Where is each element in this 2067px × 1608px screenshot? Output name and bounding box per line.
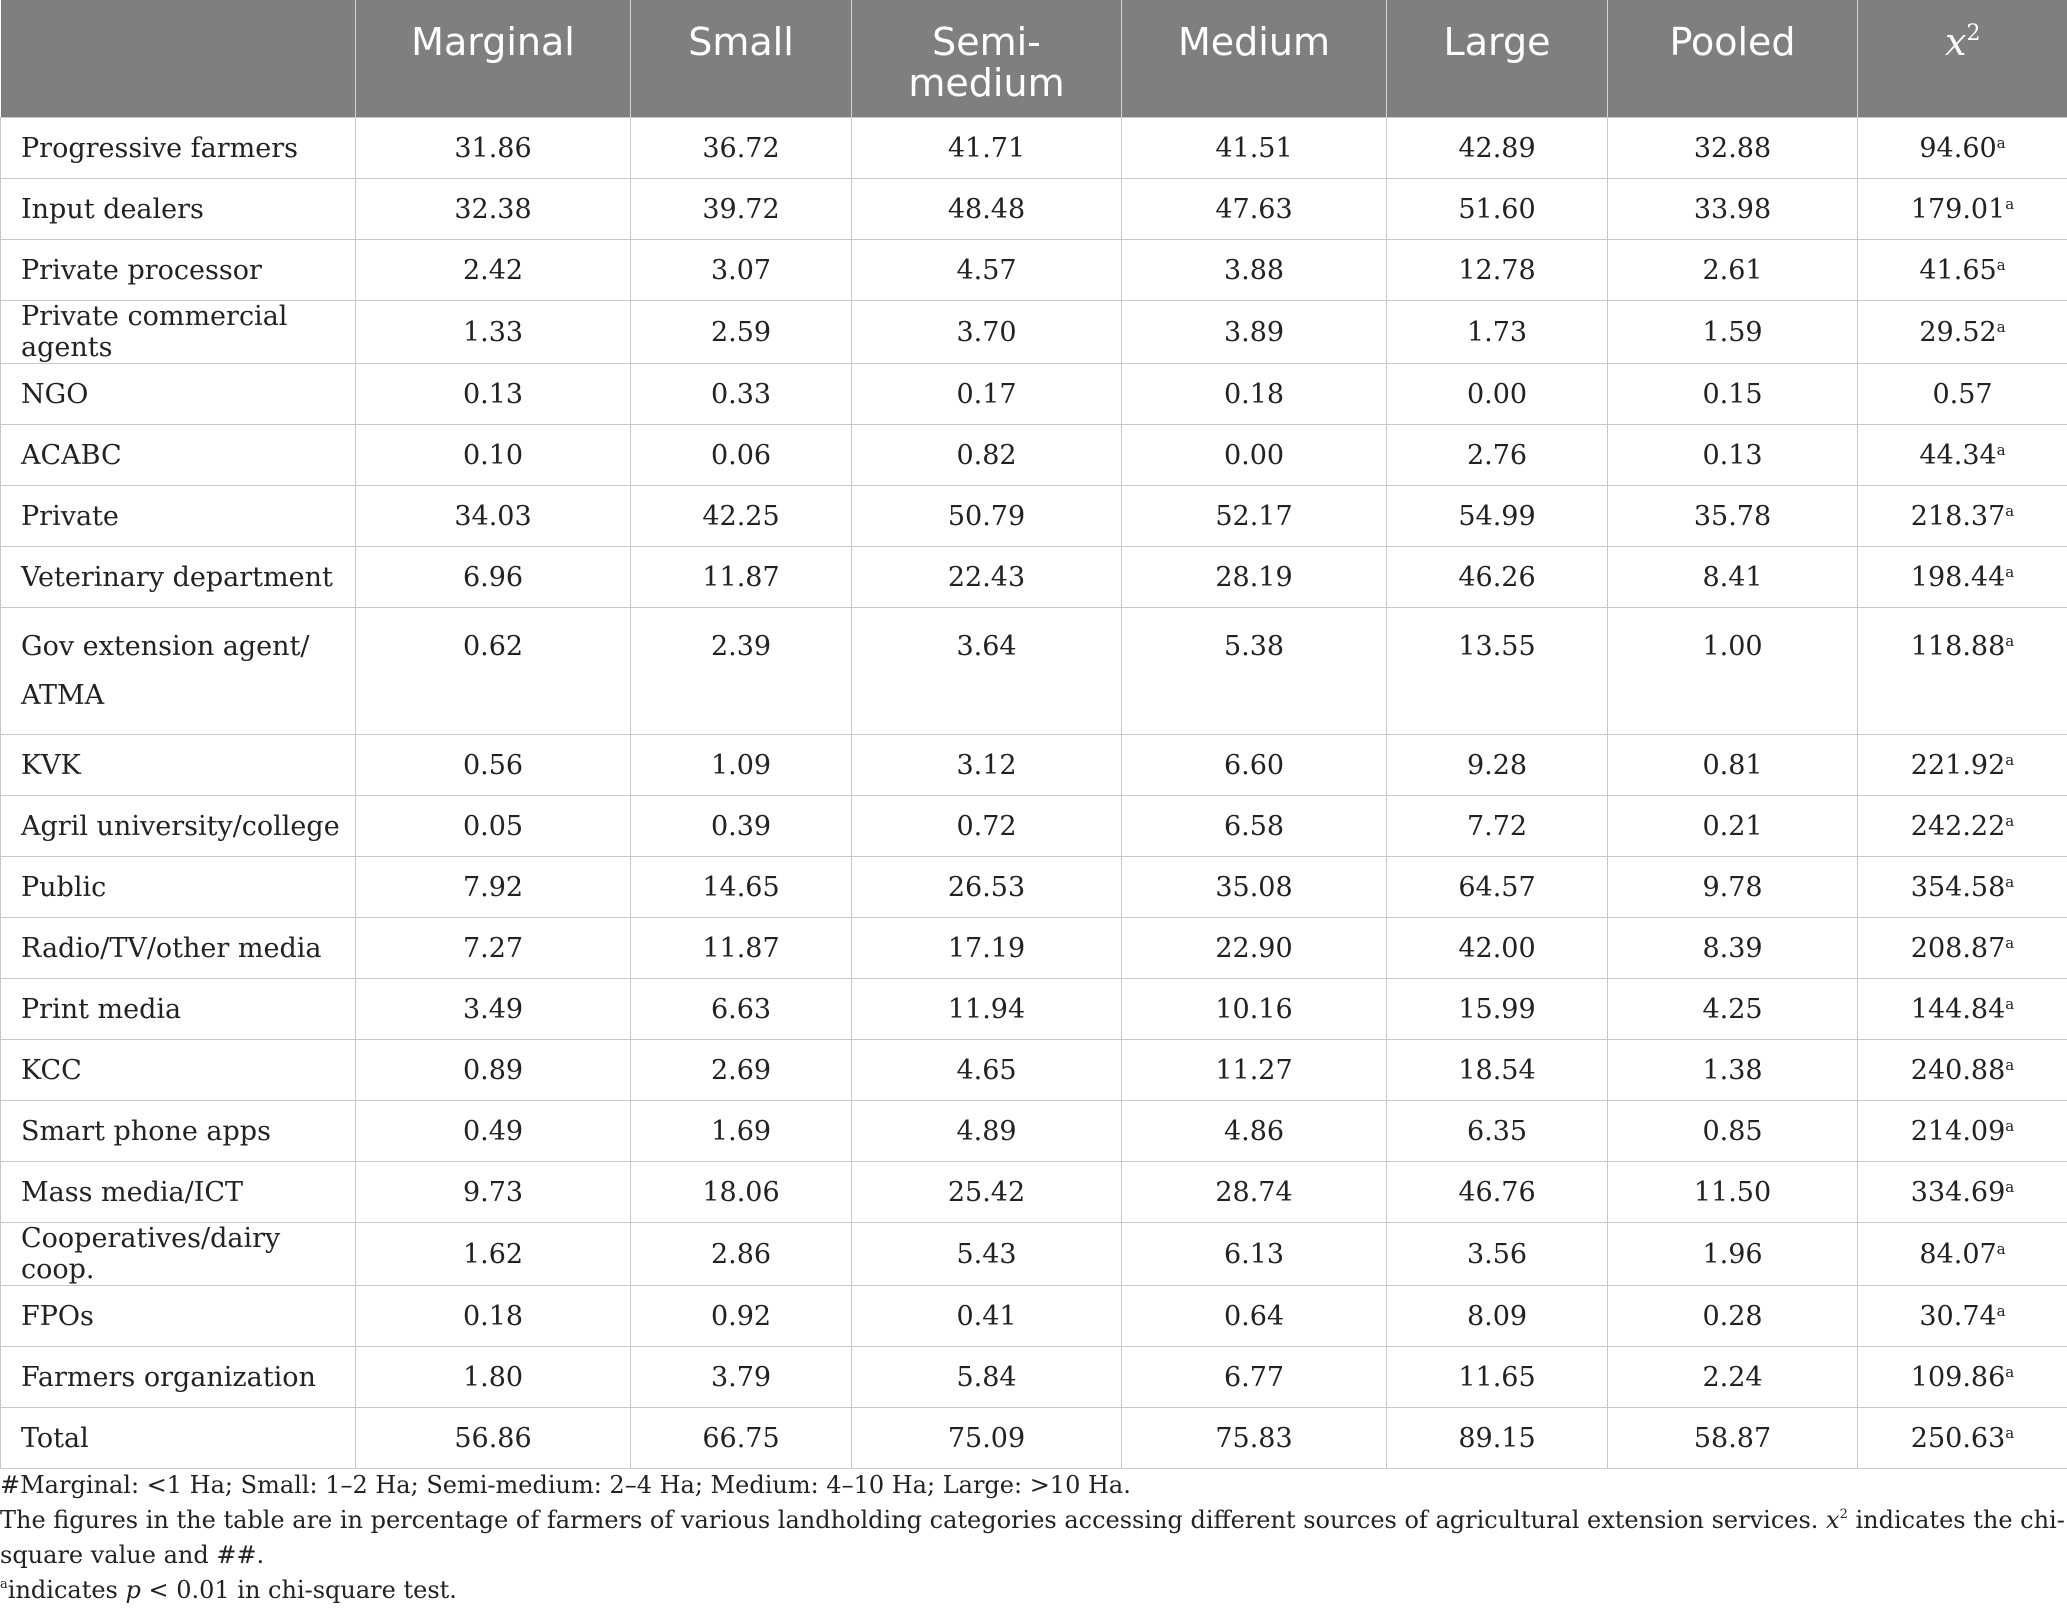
footnote-figures: The figures in the table are in percentage of farmers of various landholding categories accessing different sources of agricultural extension services. $x^2$ indicates the chi-square value and ##. xyxy=(0,1503,2067,1573)
value-cell: 0.18 xyxy=(1122,364,1387,425)
value-cell: 1.59 xyxy=(1608,301,1858,364)
value-cell: 0.18 xyxy=(356,1286,631,1347)
value-cell: 0.39 xyxy=(631,796,852,857)
header-small: Small xyxy=(631,0,852,118)
value-cell: 6.63 xyxy=(631,979,852,1040)
row-label: Smart phone apps xyxy=(1,1101,356,1162)
value-cell: 4.57 xyxy=(852,240,1122,301)
chi-square-cell: 208.87$^a$ xyxy=(1858,918,2067,979)
table-body xyxy=(1,118,2067,1469)
value-cell: 11.94 xyxy=(852,979,1122,1040)
table-row xyxy=(1,979,2067,1040)
value-cell: 11.50 xyxy=(1608,1162,1858,1223)
value-cell: 39.72 xyxy=(631,179,852,240)
value-cell: 0.21 xyxy=(1608,796,1858,857)
significance-mark: a xyxy=(2005,751,2014,769)
table-row xyxy=(1,1347,2067,1408)
value-cell: 3.56 xyxy=(1387,1223,1608,1286)
value-cell: 11.27 xyxy=(1122,1040,1387,1101)
significance-mark: a xyxy=(2005,812,2014,830)
value-cell: 1.62 xyxy=(356,1223,631,1286)
value-cell: 2.76 xyxy=(1387,425,1608,486)
chi-square-cell: 242.22$^a$ xyxy=(1858,796,2067,857)
value-cell: 3.64 xyxy=(852,608,1122,735)
value-cell: 26.53 xyxy=(852,857,1122,918)
value-cell: 3.49 xyxy=(356,979,631,1040)
value-cell: 0.33 xyxy=(631,364,852,425)
chi-square-cell: 218.37$^a$ xyxy=(1858,486,2067,547)
table-footnotes xyxy=(0,1468,2067,1608)
chi-square-cell: 0.57 xyxy=(1858,364,2067,425)
significance-mark: a xyxy=(2005,1424,2014,1442)
value-cell: 2.61 xyxy=(1608,240,1858,301)
chi-square-cell: 179.01$^a$ xyxy=(1858,179,2067,240)
value-cell: 4.25 xyxy=(1608,979,1858,1040)
value-cell: 1.00 xyxy=(1608,608,1858,735)
value-cell: 0.56 xyxy=(356,735,631,796)
footnote-landholding: #Marginal: <1 Ha; Small: 1–2 Ha; Semi-medium: 2–4 Ha; Medium: 4–10 Ha; Large: >10 Ha. xyxy=(0,1468,2067,1503)
chi-square-cell: 214.09$^a$ xyxy=(1858,1101,2067,1162)
value-cell: 3.07 xyxy=(631,240,852,301)
value-cell: 0.49 xyxy=(356,1101,631,1162)
row-label: Input dealers xyxy=(1,179,356,240)
value-cell: 0.06 xyxy=(631,425,852,486)
value-cell: 15.99 xyxy=(1387,979,1608,1040)
value-cell: 2.42 xyxy=(356,240,631,301)
significance-mark: a xyxy=(1997,256,2006,274)
value-cell: 11.87 xyxy=(631,918,852,979)
table-row xyxy=(1,1101,2067,1162)
value-cell: 6.60 xyxy=(1122,735,1387,796)
value-cell: 56.86 xyxy=(356,1408,631,1469)
value-cell: 7.72 xyxy=(1387,796,1608,857)
row-label: Private processor xyxy=(1,240,356,301)
row-label: KCC xyxy=(1,1040,356,1101)
value-cell: 64.57 xyxy=(1387,857,1608,918)
row-label: Public xyxy=(1,857,356,918)
value-cell: 25.42 xyxy=(852,1162,1122,1223)
value-cell: 41.51 xyxy=(1122,118,1387,179)
value-cell: 89.15 xyxy=(1387,1408,1608,1469)
table-header-row xyxy=(1,0,2067,118)
row-label: ACABC xyxy=(1,425,356,486)
value-cell: 0.92 xyxy=(631,1286,852,1347)
value-cell: 32.38 xyxy=(356,179,631,240)
value-cell: 18.54 xyxy=(1387,1040,1608,1101)
row-label: NGO xyxy=(1,364,356,425)
value-cell: 47.63 xyxy=(1122,179,1387,240)
value-cell: 0.64 xyxy=(1122,1286,1387,1347)
value-cell: 0.15 xyxy=(1608,364,1858,425)
significance-mark: a xyxy=(2005,563,2014,581)
value-cell: 5.84 xyxy=(852,1347,1122,1408)
value-cell: 0.89 xyxy=(356,1040,631,1101)
value-cell: 0.28 xyxy=(1608,1286,1858,1347)
table-row xyxy=(1,918,2067,979)
value-cell: 4.86 xyxy=(1122,1101,1387,1162)
value-cell: 0.13 xyxy=(1608,425,1858,486)
row-label: Agril university/college xyxy=(1,796,356,857)
value-cell: 4.89 xyxy=(852,1101,1122,1162)
header-semi-medium: Semi- medium xyxy=(852,0,1122,118)
row-label: Veterinary department xyxy=(1,547,356,608)
table-row xyxy=(1,240,2067,301)
value-cell: 32.88 xyxy=(1608,118,1858,179)
header-medium: Medium xyxy=(1122,0,1387,118)
table-row xyxy=(1,1286,2067,1347)
value-cell: 7.92 xyxy=(356,857,631,918)
row-label: FPOs xyxy=(1,1286,356,1347)
footnote-significance: $^a$indicates p < 0.01 in chi-square test. xyxy=(0,1573,2067,1608)
value-cell: 0.05 xyxy=(356,796,631,857)
header-pooled: Pooled xyxy=(1608,0,1858,118)
value-cell: 51.60 xyxy=(1387,179,1608,240)
value-cell: 54.99 xyxy=(1387,486,1608,547)
chi-square-cell: 221.92$^a$ xyxy=(1858,735,2067,796)
value-cell: 34.03 xyxy=(356,486,631,547)
value-cell: 9.28 xyxy=(1387,735,1608,796)
chi-square-cell: 109.86$^a$ xyxy=(1858,1347,2067,1408)
chi-square-cell: 144.84$^a$ xyxy=(1858,979,2067,1040)
header-chi-square: $x^2$ xyxy=(1858,0,2067,118)
value-cell: 0.00 xyxy=(1387,364,1608,425)
value-cell: 31.86 xyxy=(356,118,631,179)
chi-square-cell: 44.34$^a$ xyxy=(1858,425,2067,486)
row-label: Gov extension agent/ ATMA xyxy=(1,608,356,735)
value-cell: 66.75 xyxy=(631,1408,852,1469)
row-label: Radio/TV/other media xyxy=(1,918,356,979)
value-cell: 2.24 xyxy=(1608,1347,1858,1408)
value-cell: 3.12 xyxy=(852,735,1122,796)
row-label: Mass media/ICT xyxy=(1,1162,356,1223)
row-label: KVK xyxy=(1,735,356,796)
value-cell: 6.77 xyxy=(1122,1347,1387,1408)
value-cell: 9.78 xyxy=(1608,857,1858,918)
value-cell: 8.09 xyxy=(1387,1286,1608,1347)
value-cell: 0.72 xyxy=(852,796,1122,857)
value-cell: 0.62 xyxy=(356,608,631,735)
value-cell: 22.90 xyxy=(1122,918,1387,979)
value-cell: 0.17 xyxy=(852,364,1122,425)
significance-mark: a xyxy=(2005,502,2014,520)
significance-mark: a xyxy=(2005,1178,2014,1196)
value-cell: 2.69 xyxy=(631,1040,852,1101)
value-cell: 28.19 xyxy=(1122,547,1387,608)
table-row xyxy=(1,1408,2067,1469)
value-cell: 42.25 xyxy=(631,486,852,547)
table-row xyxy=(1,857,2067,918)
value-cell: 0.82 xyxy=(852,425,1122,486)
value-cell: 46.26 xyxy=(1387,547,1608,608)
value-cell: 7.27 xyxy=(356,918,631,979)
value-cell: 1.09 xyxy=(631,735,852,796)
value-cell: 52.17 xyxy=(1122,486,1387,547)
significance-mark: a xyxy=(1997,1240,2006,1258)
value-cell: 17.19 xyxy=(852,918,1122,979)
significance-mark: a xyxy=(1997,134,2006,152)
value-cell: 0.13 xyxy=(356,364,631,425)
value-cell: 0.10 xyxy=(356,425,631,486)
chi-square-cell: 198.44$^a$ xyxy=(1858,547,2067,608)
value-cell: 13.55 xyxy=(1387,608,1608,735)
table-row xyxy=(1,1040,2067,1101)
table-row xyxy=(1,735,2067,796)
value-cell: 36.72 xyxy=(631,118,852,179)
table-row xyxy=(1,425,2067,486)
row-label: Private commercial agents xyxy=(1,301,356,364)
row-label: Private xyxy=(1,486,356,547)
value-cell: 41.71 xyxy=(852,118,1122,179)
table-row xyxy=(1,364,2067,425)
value-cell: 4.65 xyxy=(852,1040,1122,1101)
table-row xyxy=(1,1223,2067,1286)
value-cell: 28.74 xyxy=(1122,1162,1387,1223)
chi-square-cell: 118.88$^a$ xyxy=(1858,608,2067,735)
row-label: Total xyxy=(1,1408,356,1469)
value-cell: 0.41 xyxy=(852,1286,1122,1347)
value-cell: 8.41 xyxy=(1608,547,1858,608)
value-cell: 1.38 xyxy=(1608,1040,1858,1101)
significance-mark: a xyxy=(2005,632,2014,650)
chi-square-cell: 354.58$^a$ xyxy=(1858,857,2067,918)
value-cell: 75.83 xyxy=(1122,1408,1387,1469)
significance-mark: a xyxy=(2005,1363,2014,1381)
chi-square-cell: 94.60$^a$ xyxy=(1858,118,2067,179)
significance-mark: a xyxy=(1997,441,2006,459)
value-cell: 6.13 xyxy=(1122,1223,1387,1286)
chi-square-cell: 30.74$^a$ xyxy=(1858,1286,2067,1347)
value-cell: 11.87 xyxy=(631,547,852,608)
value-cell: 10.16 xyxy=(1122,979,1387,1040)
value-cell: 46.76 xyxy=(1387,1162,1608,1223)
table-row xyxy=(1,608,2067,735)
chi-square-cell: 240.88$^a$ xyxy=(1858,1040,2067,1101)
significance-mark: a xyxy=(2005,195,2014,213)
table-row xyxy=(1,486,2067,547)
value-cell: 12.78 xyxy=(1387,240,1608,301)
value-cell: 22.43 xyxy=(852,547,1122,608)
value-cell: 11.65 xyxy=(1387,1347,1608,1408)
value-cell: 35.08 xyxy=(1122,857,1387,918)
table-row xyxy=(1,179,2067,240)
value-cell: 18.06 xyxy=(631,1162,852,1223)
row-label: Progressive farmers xyxy=(1,118,356,179)
significance-mark: a xyxy=(2005,873,2014,891)
value-cell: 5.43 xyxy=(852,1223,1122,1286)
row-label: Farmers organization xyxy=(1,1347,356,1408)
row-label: Print media xyxy=(1,979,356,1040)
significance-mark: a xyxy=(2005,934,2014,952)
value-cell: 3.79 xyxy=(631,1347,852,1408)
value-cell: 48.48 xyxy=(852,179,1122,240)
significance-mark: a xyxy=(1997,318,2006,336)
chi-square-cell: 29.52$^a$ xyxy=(1858,301,2067,364)
value-cell: 3.89 xyxy=(1122,301,1387,364)
table-row xyxy=(1,796,2067,857)
table-row xyxy=(1,301,2067,364)
header-source xyxy=(1,0,356,118)
value-cell: 0.00 xyxy=(1122,425,1387,486)
significance-mark: a xyxy=(1997,1302,2006,1320)
value-cell: 58.87 xyxy=(1608,1408,1858,1469)
value-cell: 42.89 xyxy=(1387,118,1608,179)
value-cell: 14.65 xyxy=(631,857,852,918)
chi-square-cell: 334.69$^a$ xyxy=(1858,1162,2067,1223)
value-cell: 33.98 xyxy=(1608,179,1858,240)
value-cell: 2.59 xyxy=(631,301,852,364)
table-row xyxy=(1,1162,2067,1223)
value-cell: 50.79 xyxy=(852,486,1122,547)
value-cell: 35.78 xyxy=(1608,486,1858,547)
value-cell: 1.33 xyxy=(356,301,631,364)
table-row xyxy=(1,547,2067,608)
row-label: Cooperatives/dairy coop. xyxy=(1,1223,356,1286)
value-cell: 5.38 xyxy=(1122,608,1387,735)
header-marginal: Marginal xyxy=(356,0,631,118)
value-cell: 1.69 xyxy=(631,1101,852,1162)
chi-square-cell: 84.07$^a$ xyxy=(1858,1223,2067,1286)
value-cell: 2.86 xyxy=(631,1223,852,1286)
value-cell: 0.81 xyxy=(1608,735,1858,796)
value-cell: 1.96 xyxy=(1608,1223,1858,1286)
value-cell: 0.85 xyxy=(1608,1101,1858,1162)
chi-square-cell: 250.63$^a$ xyxy=(1858,1408,2067,1469)
value-cell: 6.58 xyxy=(1122,796,1387,857)
value-cell: 6.35 xyxy=(1387,1101,1608,1162)
significance-mark: a xyxy=(2005,995,2014,1013)
value-cell: 2.39 xyxy=(631,608,852,735)
value-cell: 1.73 xyxy=(1387,301,1608,364)
value-cell: 3.70 xyxy=(852,301,1122,364)
header-large: Large xyxy=(1387,0,1608,118)
chi-square-cell: 41.65$^a$ xyxy=(1858,240,2067,301)
value-cell: 42.00 xyxy=(1387,918,1608,979)
value-cell: 75.09 xyxy=(852,1408,1122,1469)
value-cell: 1.80 xyxy=(356,1347,631,1408)
table-row xyxy=(1,118,2067,179)
value-cell: 3.88 xyxy=(1122,240,1387,301)
significance-mark: a xyxy=(2005,1056,2014,1074)
value-cell: 8.39 xyxy=(1608,918,1858,979)
significance-mark: a xyxy=(2005,1117,2014,1135)
value-cell: 9.73 xyxy=(356,1162,631,1223)
value-cell: 6.96 xyxy=(356,547,631,608)
